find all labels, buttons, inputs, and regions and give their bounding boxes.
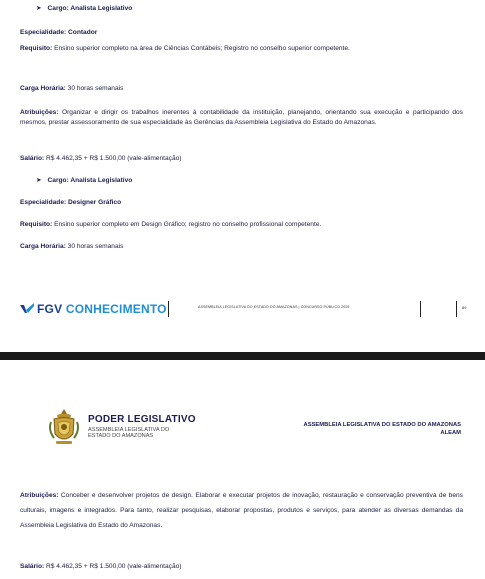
atribuicoes-paragraph-2 xyxy=(20,488,463,533)
header-subtitle-line: ESTADO DO AMAZONAS xyxy=(88,433,154,440)
logo-text-fgv: FGV xyxy=(37,302,63,316)
field-label: Salário: xyxy=(20,563,45,570)
field-label: Salário: xyxy=(20,155,45,162)
footer-divider xyxy=(456,301,457,317)
header-right-block xyxy=(304,421,461,437)
field-label: Carga Horária: xyxy=(20,85,66,92)
field-label: Atribuições: xyxy=(20,492,59,499)
page-footer xyxy=(20,300,465,318)
page-number: 89 xyxy=(462,305,467,310)
cargo-heading-2 xyxy=(36,176,132,184)
especialidade-line-2 xyxy=(20,198,463,208)
document-page-bottom xyxy=(0,360,485,579)
field-value: 30 horas semanais xyxy=(67,243,124,250)
field-value: Conceber e desenvolver projetos de design. Elaborar e executar projetos de inovação, restauração e conservação preventiva de bens culturais, imagens e integrados. Para tanto, realizar pesquisas, elaborar propostas, produtos e serviços, para atender as diversas demandas da Assembleia Legislativa do Estado do Amazonas. xyxy=(20,492,463,529)
coat-of-arms-icon xyxy=(48,408,80,448)
field-value: Ensino superior completo em Design Gráfico; registro no conselho profissional competente. xyxy=(54,221,322,228)
atribuicoes-paragraph-1 xyxy=(20,108,463,128)
arrow-bullet-icon: ➤ xyxy=(36,5,42,12)
header-subtitle-line: ASSEMBLEIA LEGISLATIVA DO xyxy=(88,427,170,433)
cargo-heading-1 xyxy=(36,4,132,12)
field-value: Contador xyxy=(68,29,98,36)
page-separator xyxy=(0,352,485,360)
field-value: R$ 4.462,35 + R$ 1.500,00 (vale-alimentação) xyxy=(46,155,182,162)
salario-line-1 xyxy=(20,154,463,164)
requisito-paragraph-1 xyxy=(20,44,463,54)
field-label: Requisito: xyxy=(20,45,53,52)
field-value: Organizar e dirigir os trabalhos inerentes à contabilidade da instituição, planejando, orientando sua execução e participando dos mesmos, prestar assessoramento de sua especialidade às Gerências da Assembleia Legislativa do Estado do Amazonas. xyxy=(20,109,463,127)
field-label: Requisito: xyxy=(20,221,53,228)
field-value: R$ 4.462,35 + R$ 1.500,00 (vale-alimentação) xyxy=(46,563,182,570)
logo-text-conhecimento: CONHECIMENTO xyxy=(65,302,167,316)
field-label: Especialidade: xyxy=(20,199,67,206)
field-value: Designer Gráfico xyxy=(68,199,122,206)
fgv-logo-icon xyxy=(20,303,34,315)
header-right-line: ASSEMBLEIA LEGISLATIVA DO ESTADO DO AMAZONAS xyxy=(303,422,461,428)
especialidade-line-1 xyxy=(20,28,463,38)
header-right-line: ALEAM xyxy=(440,430,461,436)
field-value: Ensino superior completo na área de Ciências Contábeis; Registro no conselho superior competente. xyxy=(54,45,350,52)
field-label: Carga Horária: xyxy=(20,243,66,250)
header-subtitle xyxy=(88,427,208,440)
salario-line-2 xyxy=(20,562,463,572)
arrow-bullet-icon: ➤ xyxy=(36,177,42,184)
cargo-label: Cargo: Analista Legislativo xyxy=(47,5,133,12)
fgv-conhecimento-logo xyxy=(20,300,167,318)
aleam-crest-logo xyxy=(48,408,80,448)
footer-center-text: ASSEMBLEIA LEGISLATIVA DO ESTADO DO AMAZONAS | CONCURSO PÚBLICO 2025 xyxy=(198,305,350,309)
requisito-line-2 xyxy=(20,220,463,230)
carga-line-1 xyxy=(20,84,463,94)
field-value: 30 horas semanais xyxy=(67,85,124,92)
field-label: Especialidade: xyxy=(20,29,67,36)
footer-divider xyxy=(168,301,169,317)
carga-line-2 xyxy=(20,242,463,252)
field-label: Atribuições: xyxy=(20,109,59,116)
footer-divider xyxy=(420,301,421,317)
cargo-label: Cargo: Analista Legislativo xyxy=(47,177,133,184)
header-title: PODER LEGISLATIVO xyxy=(88,414,196,425)
